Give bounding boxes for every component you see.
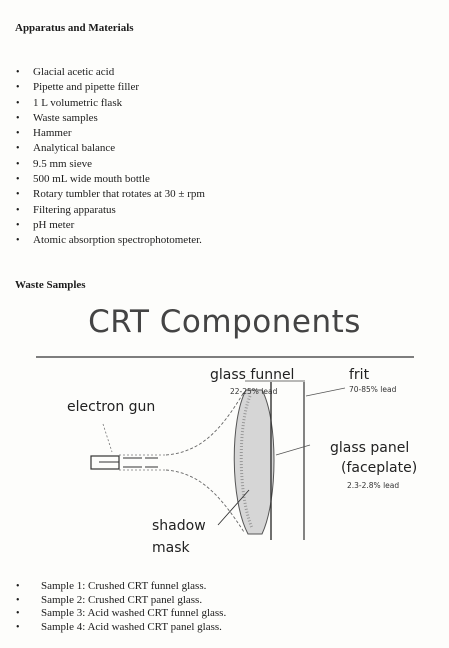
- funnel-top-edge: [166, 392, 244, 455]
- list-item: • Analytical balance: [16, 141, 205, 156]
- list-item: • Filtering apparatus: [16, 203, 205, 218]
- list-item: • Sample 1: Crushed CRT funnel glass.: [16, 580, 226, 594]
- list-item: • 1 L volumetric flask: [16, 96, 205, 111]
- list-item: • Hammer: [16, 126, 205, 141]
- list-item: • Glacial acetic acid: [16, 65, 205, 80]
- shadow-label: shadow: [152, 518, 206, 534]
- mask-label: mask: [152, 540, 190, 556]
- panel-lead-label: 2.3-2.8% lead: [347, 481, 400, 490]
- frit-lead-label: 70-85% lead: [349, 385, 397, 394]
- list-item: • pH meter: [16, 218, 205, 233]
- list-item: • Rotary tumbler that rotates at 30 ± rpm: [16, 187, 205, 202]
- list-item: • Waste samples: [16, 111, 205, 126]
- list-item: • Atomic absorption spectrophotometer.: [16, 233, 205, 248]
- electron-gun-leader: [103, 424, 112, 452]
- list-item: • 9.5 mm sieve: [16, 157, 205, 172]
- diagram-title: CRT Components: [88, 304, 361, 340]
- list-item: • Sample 4: Acid washed CRT panel glass.: [16, 621, 226, 635]
- electron-gun-label: electron gun: [67, 399, 156, 415]
- glass-panel-label: glass panel: [330, 440, 410, 456]
- apparatus-heading: Apparatus and Materials: [15, 22, 134, 34]
- waste-samples-heading: Waste Samples: [15, 279, 86, 291]
- list-item: • Sample 3: Acid washed CRT funnel glass.: [16, 607, 226, 621]
- list-item: • Pipette and pipette filler: [16, 80, 205, 95]
- frit-label: frit: [349, 367, 370, 383]
- samples-list: [16, 580, 226, 634]
- glass-panel-leader: [276, 445, 310, 455]
- faceplate-label: (faceplate): [341, 460, 418, 476]
- glass-funnel-label: glass funnel: [210, 367, 295, 383]
- frit-leader: [306, 388, 345, 396]
- list-item: • Sample 2: Crushed CRT panel glass.: [16, 594, 226, 608]
- list-item: • 500 mL wide mouth bottle: [16, 172, 205, 187]
- funnel-lead-label: 22-25% lead: [230, 387, 278, 396]
